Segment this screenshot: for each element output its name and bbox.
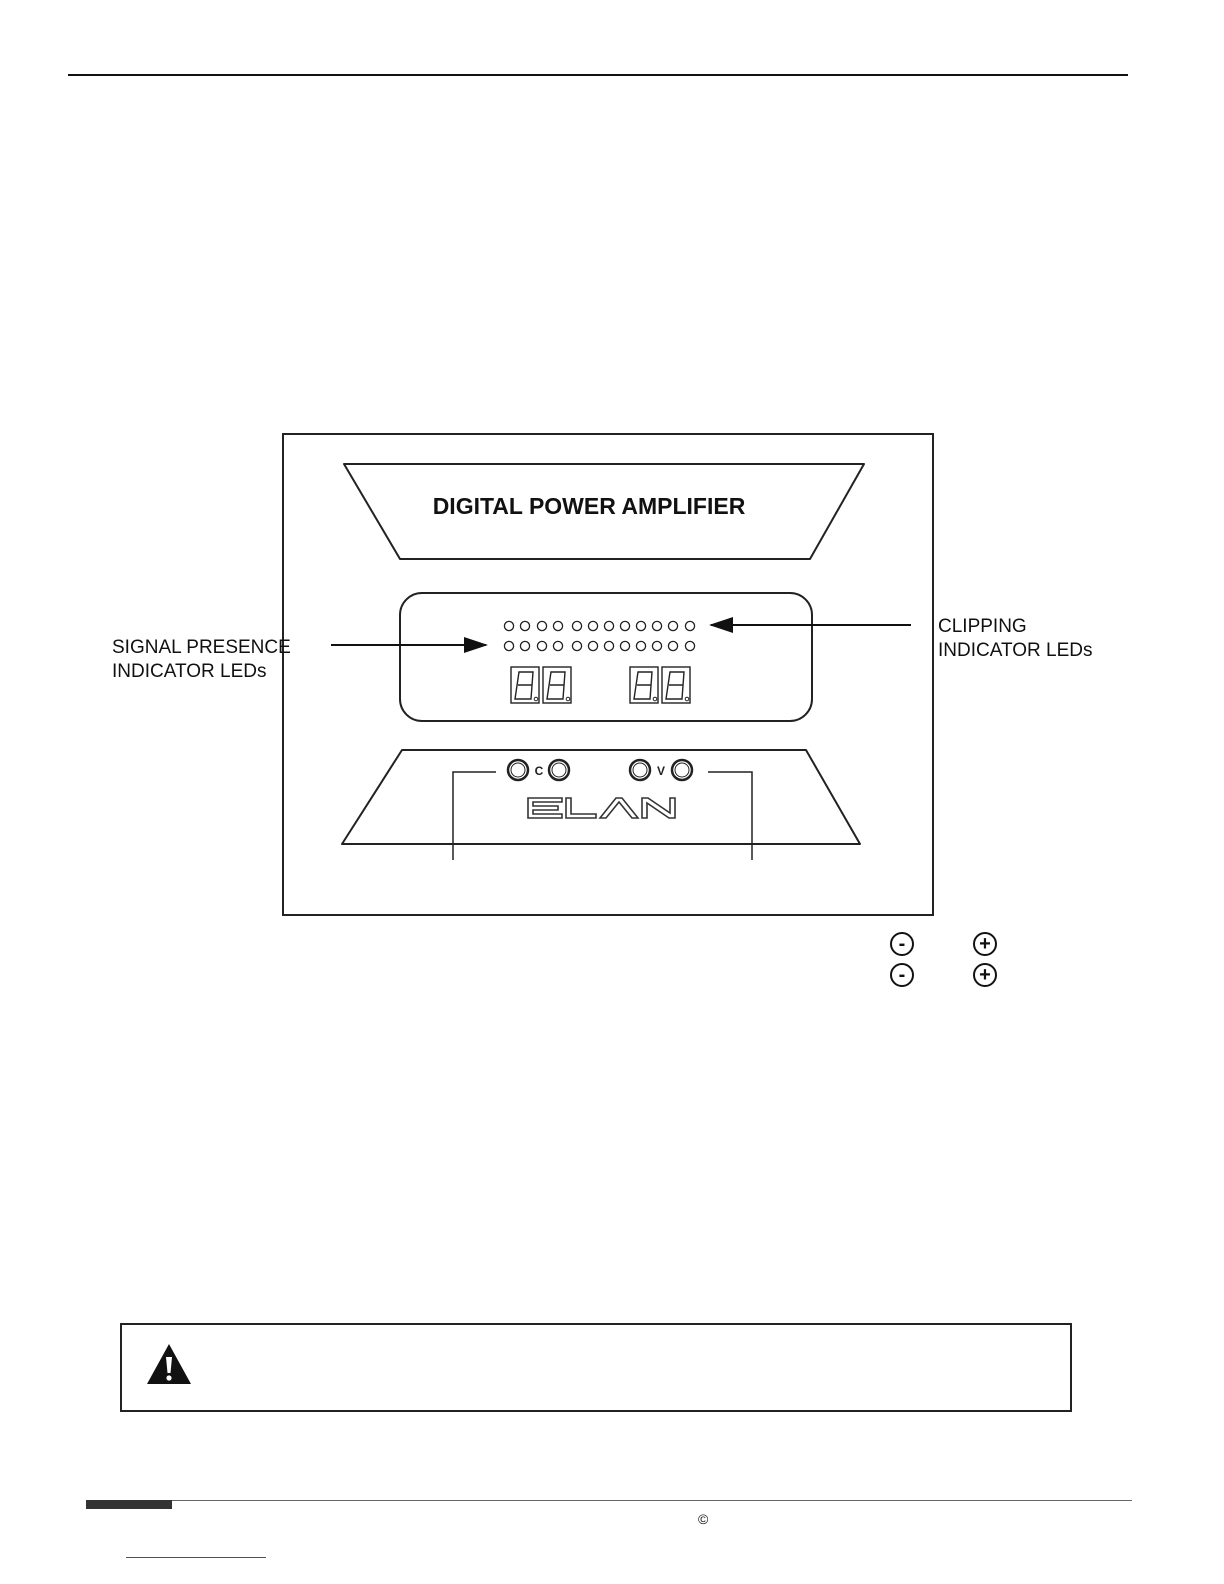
- legend-row-2: [888, 963, 1008, 991]
- legend-row-1: [888, 932, 1008, 960]
- signal-presence-callout: [112, 636, 291, 684]
- plus-symbol: +: [979, 933, 991, 955]
- minus-symbol: -: [898, 964, 906, 986]
- footer-link[interactable]: [126, 1557, 266, 1558]
- minus-icon: [890, 963, 914, 987]
- plus-symbol: +: [979, 964, 991, 986]
- clipping-callout-line1: CLIPPING: [938, 616, 1027, 637]
- signal-callout-line2: INDICATOR LEDs: [112, 661, 267, 682]
- signal-callout-line1: SIGNAL PRESENCE: [112, 637, 291, 658]
- footer-tab: [86, 1500, 172, 1509]
- minus-icon: [890, 932, 914, 956]
- plus-icon: [973, 963, 997, 987]
- minus-symbol: -: [898, 933, 906, 955]
- panel-title: DIGITAL POWER AMPLIFIER: [432, 493, 746, 519]
- warning-box: [120, 1323, 1072, 1412]
- clipping-callout: [938, 615, 1093, 663]
- v-button-label: V: [656, 764, 666, 778]
- c-button-label: C: [534, 764, 544, 778]
- plus-icon: [973, 932, 997, 956]
- clipping-callout-line2: INDICATOR LEDs: [938, 640, 1093, 661]
- footer-rule: [86, 1500, 1132, 1501]
- warning-icon: [146, 1343, 192, 1385]
- copyright-symbol: ©: [698, 1511, 709, 1527]
